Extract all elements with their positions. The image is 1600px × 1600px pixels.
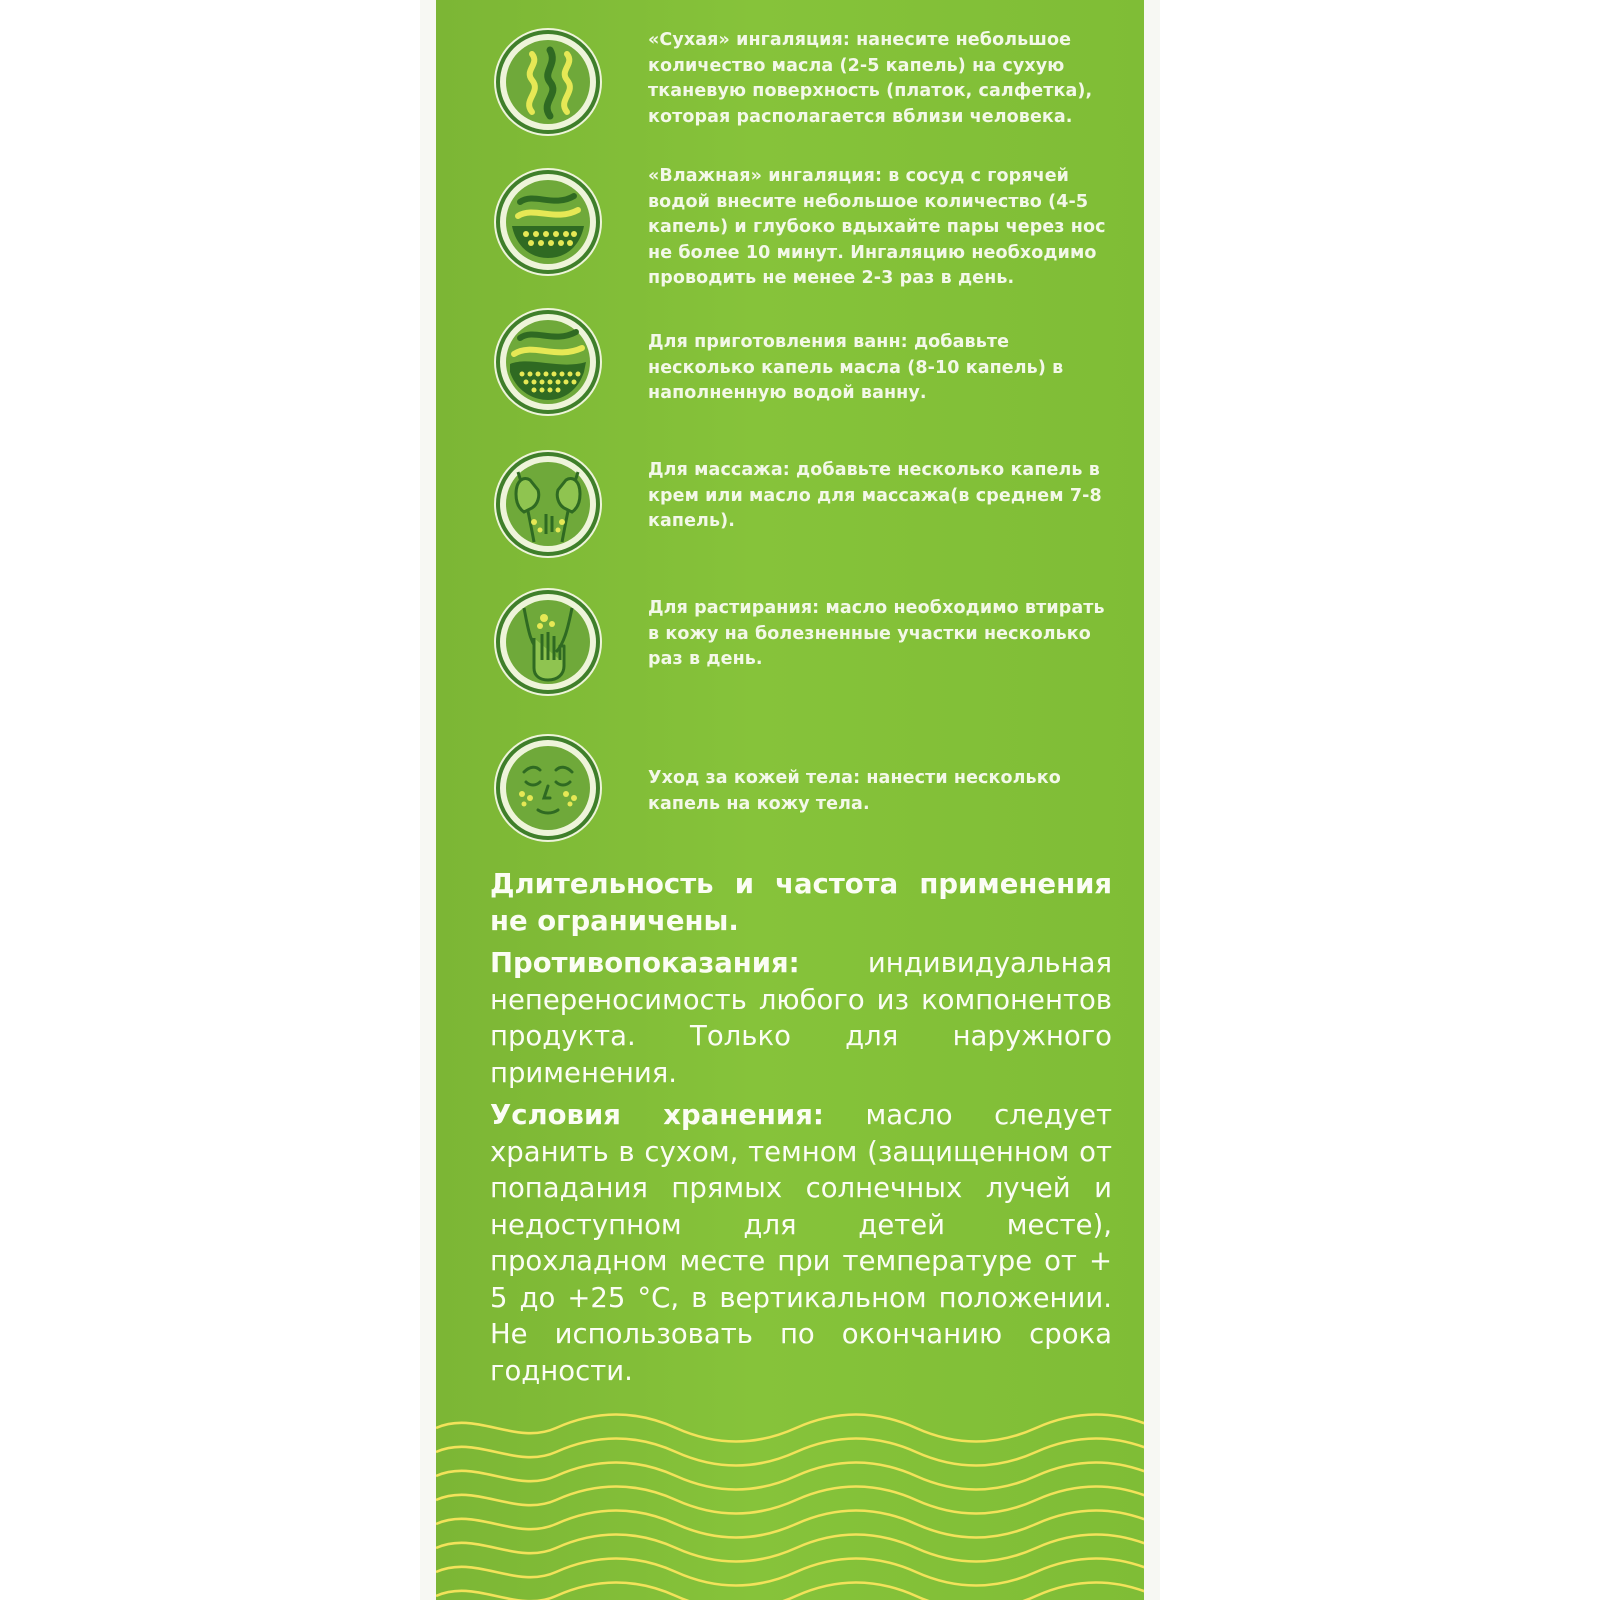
contraindications-label: Противопоказания: (490, 947, 800, 979)
decorative-waves (436, 1400, 1144, 1600)
usage-text: Уход за кожей тела: нанести несколько капель на кожу тела. (648, 768, 1061, 814)
bath-icon (494, 308, 602, 416)
storage-label: Условия хранения: (490, 1099, 824, 1131)
usage-instructions (436, 0, 1144, 860)
contraindications-text: индивидуальная непереносимость любого из компонентов продукта. Только для наружного применения. (490, 947, 1112, 1089)
product-info (490, 866, 1112, 1395)
rubbing-hand-icon (494, 588, 602, 696)
wet-inhalation-icon (494, 168, 602, 276)
usage-text: Для растирания: масло необходимо втирать в кожу на болезненные участки несколько раз в день. (648, 598, 1105, 669)
dry-inhalation-icon (494, 28, 602, 136)
usage-text: Для приготовления ванн: добавьте несколько капель масла (8-10 капель) в наполненную водой ванну. (648, 332, 1064, 403)
product-label-panel (436, 0, 1144, 1600)
usage-text: «Влажная» ингаляция: в сосуд с горячей водой внесите небольшое количество (4-5 капель) и глубоко вдыхайте пары через нос не более 10 минут. Ингаляцию необходимо проводить не менее 2-3 раз в день. (648, 166, 1106, 288)
usage-text: «Сухая» ингаляция: нанесите небольшое количество масла (2-5 капель) на сухую тканевую поверхность (платок, салфетка), которая располагается вблизи человека. (648, 30, 1093, 127)
storage-text: масло следует хранить в сухом, темном (защищенном от попадания прямых солнечных лучей и недоступном для детей месте), прохладном месте при температуре от + 5 до +25 °С, в вертикальном положении. Не использовать по окончанию срока годности. (490, 1099, 1113, 1387)
storage-conditions (490, 1097, 1112, 1389)
contraindications (490, 945, 1112, 1091)
face-skin-care-icon (494, 734, 602, 842)
usage-text: Для массажа: добавьте несколько капель в крем или масло для массажа(в среднем 7-8 капель). (648, 460, 1102, 531)
massage-icon (494, 450, 602, 558)
duration-text: Длительность и частота применения не ограничены. (490, 868, 1112, 937)
